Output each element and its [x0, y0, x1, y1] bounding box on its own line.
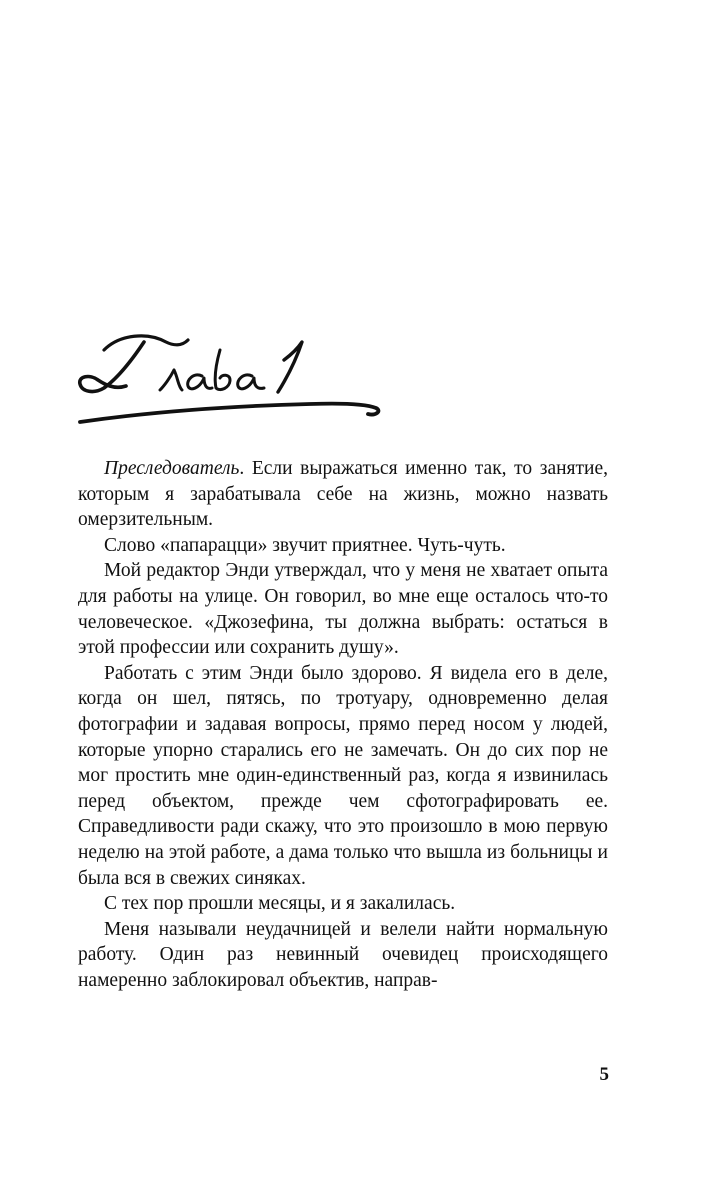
chapter-heading — [70, 320, 400, 430]
paragraph — [78, 456, 608, 533]
paragraph: Работать с этим Энди было здорово. Я видела его в деле, когда он шел, пятясь, по тротуару, одновременно делая фотографии и задавая вопросы, прямо перед носом у людей, которые упорно старались его не замечать. Он до сих пор не мог простить мне один-единственный раз, когда я извинилась перед объектом, прежде чем сфотографировать ее. Справедливости ради скажу, что это произошло в мою первую неделю на этой работе, а дама только что вышла из больницы и была вся в свежих синяках. — [78, 662, 608, 889]
paragraph: Слово «папарацци» звучит приятнее. Чуть-чуть. — [104, 534, 506, 556]
paragraph: С тех пор прошли месяцы, и я закалилась. — [104, 893, 456, 915]
chapter-body-text — [78, 456, 608, 993]
paragraph-text: . Если выражаться именно так, то занятие, которым я зарабатывала себе на жизнь, можно назвать омерзительным. — [78, 458, 608, 531]
paragraph-lead-italic: Преследователь — [104, 458, 240, 479]
paragraph: Меня называли неудачницей и велели найти нормальную работу. Один раз невинный очевидец происходящего намеренно заблокировал объектив, направ- — [78, 918, 608, 991]
chapter-heading-calligraphy — [70, 320, 400, 430]
paragraph: Мой редактор Энди утверждал, что у меня не хватает опыта для работы на улице. Он говорил, во мне еще осталось что-то человеческое. «Джозефина, ты должна выбрать: остаться в этой профессии или сохранить душу». — [78, 560, 608, 659]
page-number: 5 — [599, 1064, 609, 1085]
